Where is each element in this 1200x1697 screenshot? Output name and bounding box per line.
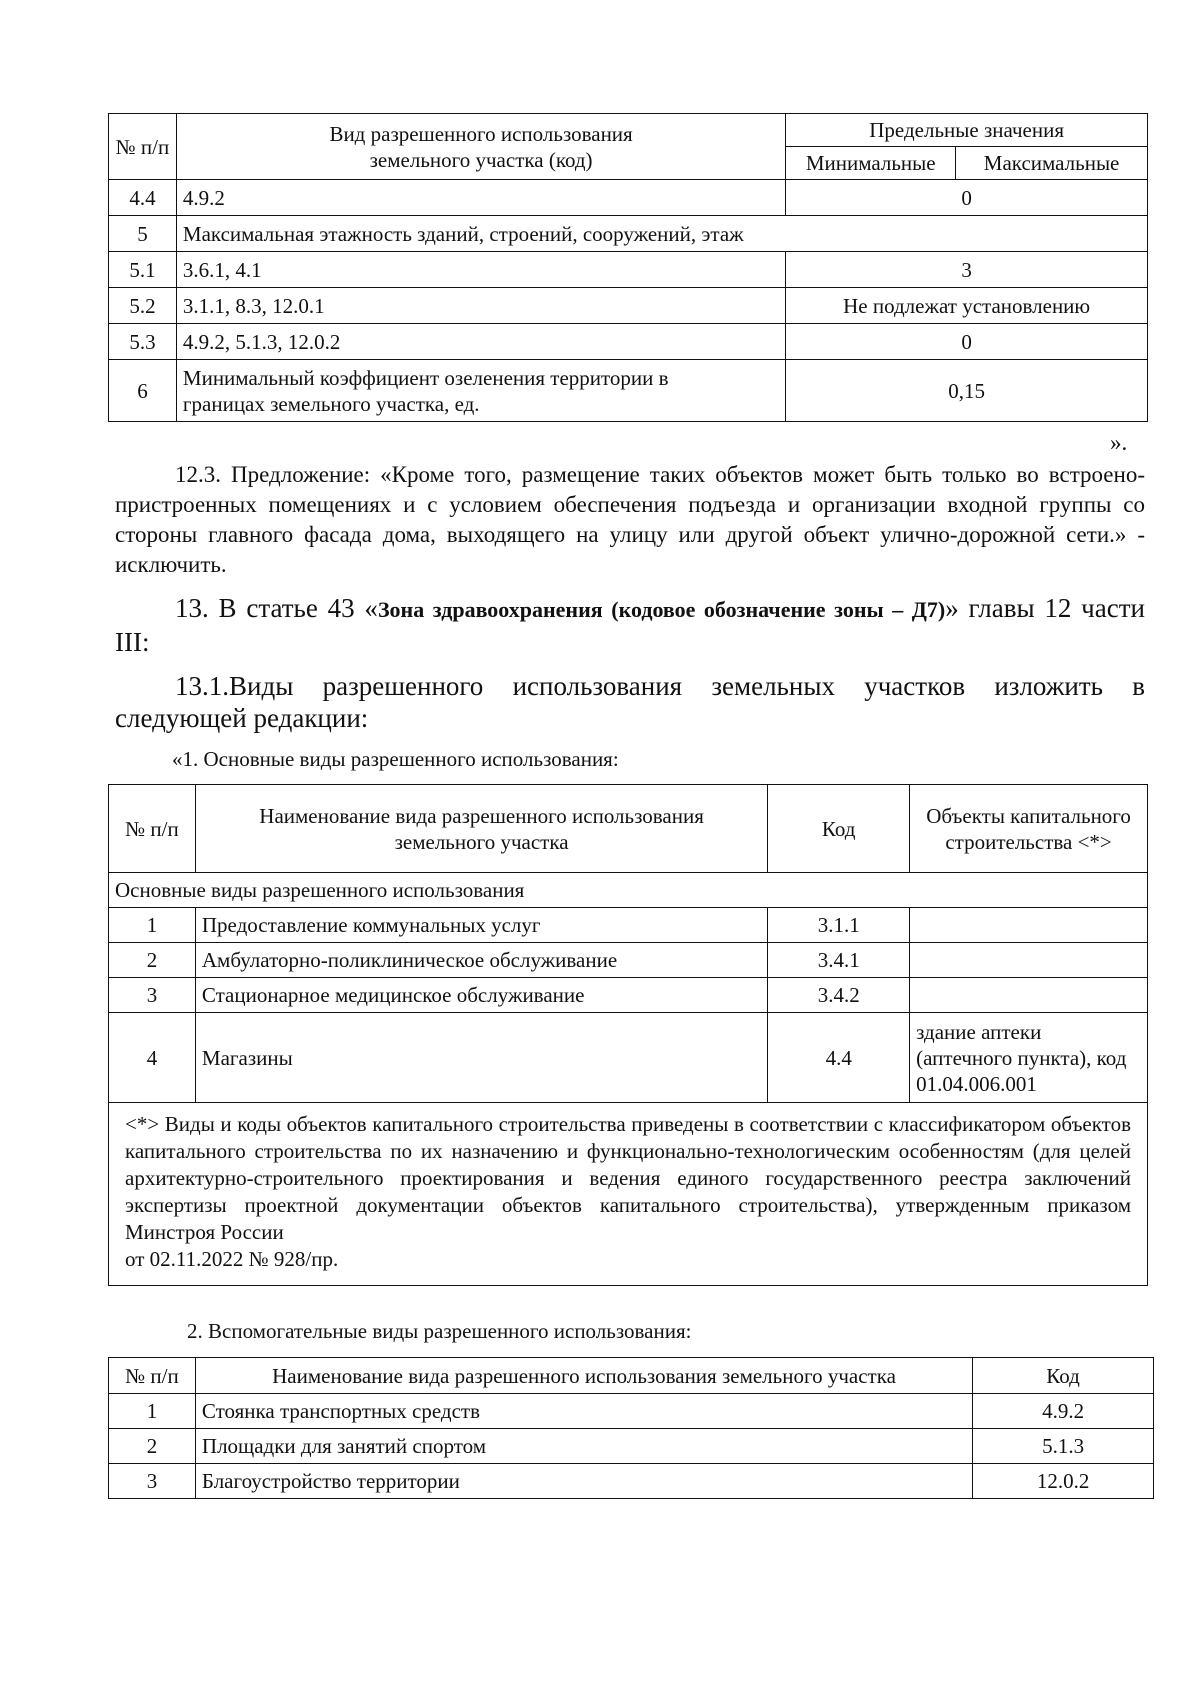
row-num: 6 xyxy=(109,360,177,422)
paragraph-13 xyxy=(115,592,1145,658)
header-objects: Объекты капитального строительства <*> xyxy=(910,785,1148,873)
row-value: 0,15 xyxy=(786,360,1148,422)
header-num: № п/п xyxy=(109,114,177,180)
row-objects xyxy=(910,943,1148,978)
section1-title: «1. Основные виды разрешенного использования: xyxy=(172,747,619,771)
row-kind: 3.6.1, 4.1 xyxy=(176,252,785,288)
limits-table xyxy=(108,113,1148,422)
header-code: Код xyxy=(973,1358,1154,1394)
row-name: Магазины xyxy=(195,1013,767,1103)
header-name: Наименование вида разрешенного использования земельного участка xyxy=(195,785,767,873)
row-num: 4.4 xyxy=(109,180,177,216)
auxiliary-uses-table xyxy=(108,1357,1154,1499)
header-num: № п/п xyxy=(109,785,196,873)
row-kind: Максимальная этажность зданий, строений, сооружений, этаж xyxy=(176,216,1147,252)
row-value: Не подлежат установлению xyxy=(786,288,1148,324)
row-kind: 4.9.2, 5.1.3, 12.0.2 xyxy=(176,324,785,360)
row-kind: 4.9.2 xyxy=(176,180,785,216)
row-num: 4 xyxy=(109,1013,196,1103)
row-kind: Минимальный коэффициент озеленения территории в границах земельного участка, ед. xyxy=(176,360,785,422)
header-max: Максимальные xyxy=(956,147,1148,180)
row-value: 0 xyxy=(786,180,1148,216)
row-objects: здание аптеки (аптечного пункта), код 01.04.006.001 xyxy=(910,1013,1148,1103)
row-num: 5 xyxy=(109,216,177,252)
row-num: 5.1 xyxy=(109,252,177,288)
header-limits: Предельные значения xyxy=(786,114,1148,147)
row-objects xyxy=(910,978,1148,1013)
row-code: 3.4.2 xyxy=(768,978,910,1013)
header-min: Минимальные xyxy=(786,147,956,180)
row-kind: 3.1.1, 8.3, 12.0.1 xyxy=(176,288,785,324)
row-objects xyxy=(910,908,1148,943)
row-name: Площадки для занятий спортом xyxy=(195,1429,972,1464)
closing-quote: ». xyxy=(1110,430,1128,455)
row-name: Стационарное медицинское обслуживание xyxy=(195,978,767,1013)
paragraph-13-zone: Зона здравоохранения (кодовое обозначение зоны – Д7) xyxy=(377,597,946,622)
footnote xyxy=(109,1103,1148,1286)
row-num: 1 xyxy=(109,908,196,943)
row-value: 0 xyxy=(786,324,1148,360)
row-code: 3.4.1 xyxy=(768,943,910,978)
paragraph-13-suffix: » главы 12 части III: xyxy=(115,593,1145,657)
header-name: Наименование вида разрешенного использования земельного участка xyxy=(195,1358,972,1394)
row-code: 5.1.3 xyxy=(973,1429,1154,1464)
row-num: 3 xyxy=(109,1464,196,1499)
header-kind: Вид разрешенного использования земельного участка (код) xyxy=(176,114,785,180)
row-code: 4.9.2 xyxy=(973,1394,1154,1429)
row-value: 3 xyxy=(786,252,1148,288)
row-code: 3.1.1 xyxy=(768,908,910,943)
header-code: Код xyxy=(768,785,910,873)
row-num: 5.3 xyxy=(109,324,177,360)
header-num: № п/п xyxy=(109,1358,196,1394)
row-name: Амбулаторно-поликлиническое обслуживание xyxy=(195,943,767,978)
paragraph-12-3-tail: - исключить. xyxy=(115,522,1145,577)
row-num: 5.2 xyxy=(109,288,177,324)
row-num: 3 xyxy=(109,978,196,1013)
paragraph-13-1: 13.1.Виды разрешенного использования земельных участков изложить в следующей редакции: xyxy=(115,671,1145,733)
footnote-date: от 02.11.2022 № 928/пр. xyxy=(125,1247,339,1271)
paragraph-13-prefix: 13. В статье 43 « xyxy=(175,593,378,623)
section2-title: 2. Вспомогательные виды разрешенного использования: xyxy=(187,1319,692,1343)
row-num: 2 xyxy=(109,1429,196,1464)
row-num: 1 xyxy=(109,1394,196,1429)
main-uses-table xyxy=(108,784,1148,1286)
row-code: 12.0.2 xyxy=(973,1464,1154,1499)
footnote-text: <*> Виды и коды объектов капитального строительства приведены в соответствии с классификатором объектов капитального строительства по их назначению и функционально-технологическим особенностям (для целей архитектурно-строительного проектирования и ведения единого государственного реестра заключений экспертизы проектной документации объектов капитального строительства), утвержденным приказом Минстроя России xyxy=(125,1112,1131,1244)
row-name: Предоставление коммунальных услуг xyxy=(195,908,767,943)
group-row: Основные виды разрешенного использования xyxy=(109,873,1148,908)
row-code: 4.4 xyxy=(768,1013,910,1103)
paragraph-12-3-text: 12.3. Предложение: «Кроме того, размещение таких объектов может быть только во встроено-пристроенных помещениях и с условием обеспечения подъезда и организации входной группы со стороны главного фасада дома, выходящего на улицу или другой объект улично-дорожной сети.» xyxy=(115,462,1145,547)
paragraph-12-3 xyxy=(115,460,1145,580)
row-name: Благоустройство территории xyxy=(195,1464,972,1499)
row-num: 2 xyxy=(109,943,196,978)
row-name: Стоянка транспортных средств xyxy=(195,1394,972,1429)
